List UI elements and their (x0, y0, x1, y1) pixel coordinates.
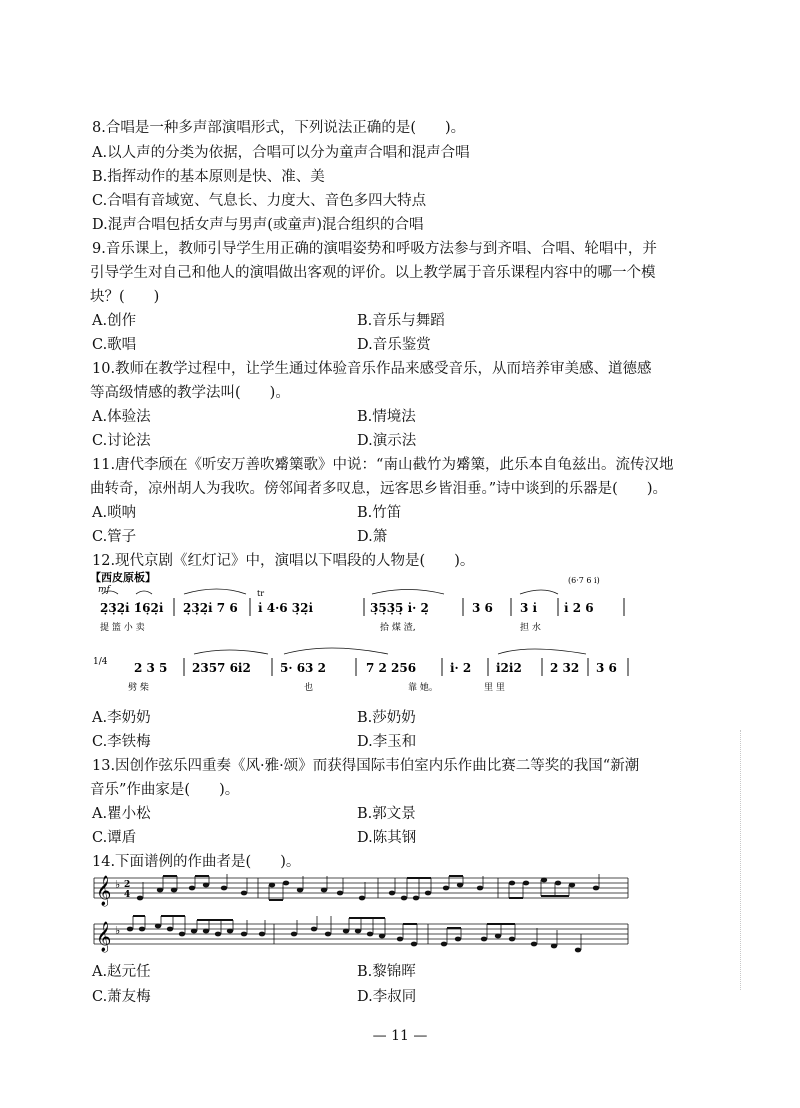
dynamic-mark: mf (98, 585, 110, 595)
row2-bar-1: 2 3 5 (134, 661, 168, 675)
row1-lyric-1: 提 篮 小 卖 (100, 623, 145, 633)
q8-option-a[interactable]: A.以人声的分类为依据，合唱可以分为童声合唱和混声合唱 (92, 145, 470, 161)
q12-option-b[interactable]: B.莎奶奶 (357, 710, 416, 726)
staff-notation (88, 872, 633, 964)
row1-lyric-2: 拾 煤 渣, (380, 623, 416, 633)
row2-lyric-2: 也 (304, 683, 314, 693)
q13-stem-line-2: 音乐”作曲家是( )。 (90, 782, 240, 798)
q13-option-b[interactable]: B.郭文景 (357, 806, 416, 822)
q11-option-a[interactable]: A.唢呐 (92, 505, 137, 521)
q9-option-a[interactable]: A.创作 (92, 313, 137, 329)
q12-option-c[interactable]: C.李铁梅 (92, 734, 151, 750)
flat-sign: ♭ (115, 878, 121, 891)
row2-bar-6: i2i2 (496, 661, 522, 675)
row1-bar-2: 2̣3̣2̣i̇ 7 6 (183, 601, 238, 615)
q11-option-c[interactable]: C.管子 (92, 529, 137, 545)
q14-stem: 14.下面谱例的作曲者是( )。 (92, 854, 301, 870)
meter-mark: 1/4 (93, 657, 108, 667)
q9-option-c[interactable]: C.歌唱 (92, 337, 137, 353)
row2-bar-7: 2 32 (550, 661, 580, 675)
row2-bar-3: 5· 63 2 (280, 661, 326, 675)
jianpu-score (88, 568, 633, 700)
bracket-note: (6·7 6 i) (568, 576, 600, 585)
treble-clef-icon-2: 𝄞 (96, 922, 112, 952)
staff-1-notes (137, 878, 599, 901)
page-number: — 11 — (372, 1028, 428, 1044)
q14-option-b[interactable]: B.黎锦晖 (357, 964, 416, 980)
q8-option-c[interactable]: C.合唱有音域宽、气息长、力度大、音色多四大特点 (92, 193, 427, 209)
q8-stem: 8.合唱是一种多声部演唱形式，下列说法正确的是( )。 (92, 120, 466, 136)
row1-bar-7: i̇ 2 6 (564, 601, 594, 615)
q9-stem-line-2: 引导学生对自己和他人的演唱做出客观的评价。以上教学属于音乐课程内容中的哪一个模 (90, 265, 656, 281)
row2-lyric-3: 靠 她。 (408, 683, 438, 693)
score-label: 【西皮原板】 (90, 571, 156, 584)
trill-mark: tr (257, 589, 265, 598)
q11-option-d[interactable]: D.箫 (357, 529, 388, 545)
row1-bar-3: i̇ 4·6 3̣2̣i̇ (258, 601, 314, 615)
row2-bar-8: 3 6 (596, 661, 617, 675)
row1-bar-4: 3̣5̣3̣5̣ i̇· 2̣ (370, 601, 429, 615)
row1-lyric-3: 担 水 (520, 623, 541, 633)
q13-option-d[interactable]: D.陈其钢 (357, 830, 417, 846)
q10-option-b[interactable]: B.情境法 (357, 409, 416, 425)
staff-2-beams (133, 916, 515, 928)
q10-stem-line-2: 等高级情感的教学法叫( )。 (90, 385, 290, 401)
q10-option-a[interactable]: A.体验法 (92, 409, 151, 425)
time-sig-top: 2 (124, 880, 131, 890)
row2-bar-4: 7 2 256 (366, 661, 417, 675)
q9-option-b[interactable]: B.音乐与舞蹈 (357, 313, 445, 329)
q8-option-b[interactable]: B.指挥动作的基本原则是快、准、美 (92, 169, 325, 185)
q9-stem-line-3: 块？( ) (90, 289, 160, 305)
q11-stem-line-2: 曲转奇，凉州胡人为我吹。傍邻闻者多叹息，远客思乡皆泪垂。”诗中谈到的乐器是( )。 (90, 481, 667, 497)
row1-bar-1: 2̣3̣2̣i̇ 1̇6̣2̣i̇ (100, 601, 164, 615)
q9-stem-line-1: 9.音乐课上，教师引导学生用正确的演唱姿势和呼吸方法参与到齐唱、合唱、轮唱中，并 (92, 241, 657, 257)
q14-option-a[interactable]: A.赵元任 (92, 964, 151, 980)
jianpu-score-svg (88, 568, 633, 700)
q12-option-d[interactable]: D.李玉和 (357, 734, 417, 750)
q8-option-d[interactable]: D.混声合唱包括女声与男声(或童声)混合组织的合唱 (92, 217, 424, 233)
q14-option-d[interactable]: D.李叔同 (357, 989, 417, 1005)
q9-option-d[interactable]: D.音乐鉴赏 (357, 337, 431, 353)
q11-stem-line-1: 11.唐代李颀在《听安万善吹觱篥歌》中说：“南山截竹为觱篥，此乐本自龟兹出。流传汉地 (92, 457, 674, 473)
q13-option-c[interactable]: C.谭盾 (92, 830, 137, 846)
flat-sign-2: ♭ (115, 924, 121, 937)
q13-option-a[interactable]: A.瞿小松 (92, 806, 151, 822)
q10-option-d[interactable]: D.演示法 (357, 433, 417, 449)
row2-lyric-4: 里 里 (484, 683, 505, 693)
row2-bar-5: i· 2 (450, 661, 472, 675)
row2-lyric-1: 劈 柴 (128, 683, 149, 693)
q14-option-c[interactable]: C.萧友梅 (92, 989, 151, 1005)
staff-2-notes (127, 924, 581, 953)
margin-dotted-line (740, 730, 742, 990)
row1-bar-6: 3 i̇ (520, 601, 538, 615)
q10-option-c[interactable]: C.讨论法 (92, 433, 151, 449)
staff-notation-svg (88, 872, 633, 964)
row1-bar-5: 3 6 (472, 601, 493, 615)
q11-option-b[interactable]: B.竹笛 (357, 505, 402, 521)
row2-bar-2: 2357 6i2 (192, 661, 251, 675)
time-sig-bottom: 4 (124, 890, 131, 900)
treble-clef-icon: 𝄞 (96, 876, 112, 906)
q12-stem: 12.现代京剧《红灯记》中，演唱以下唱段的人物是( )。 (92, 553, 475, 569)
q10-stem-line-1: 10.教师在教学过程中，让学生通过体验音乐作品来感受音乐，从而培养审美感、道德感 (92, 361, 652, 377)
q12-option-a[interactable]: A.李奶奶 (92, 710, 151, 726)
q13-stem-line-1: 13.因创作弦乐四重奏《风·雅·颂》而获得国际韦伯室内乐作曲比赛二等奖的我国“新潮 (92, 758, 640, 774)
